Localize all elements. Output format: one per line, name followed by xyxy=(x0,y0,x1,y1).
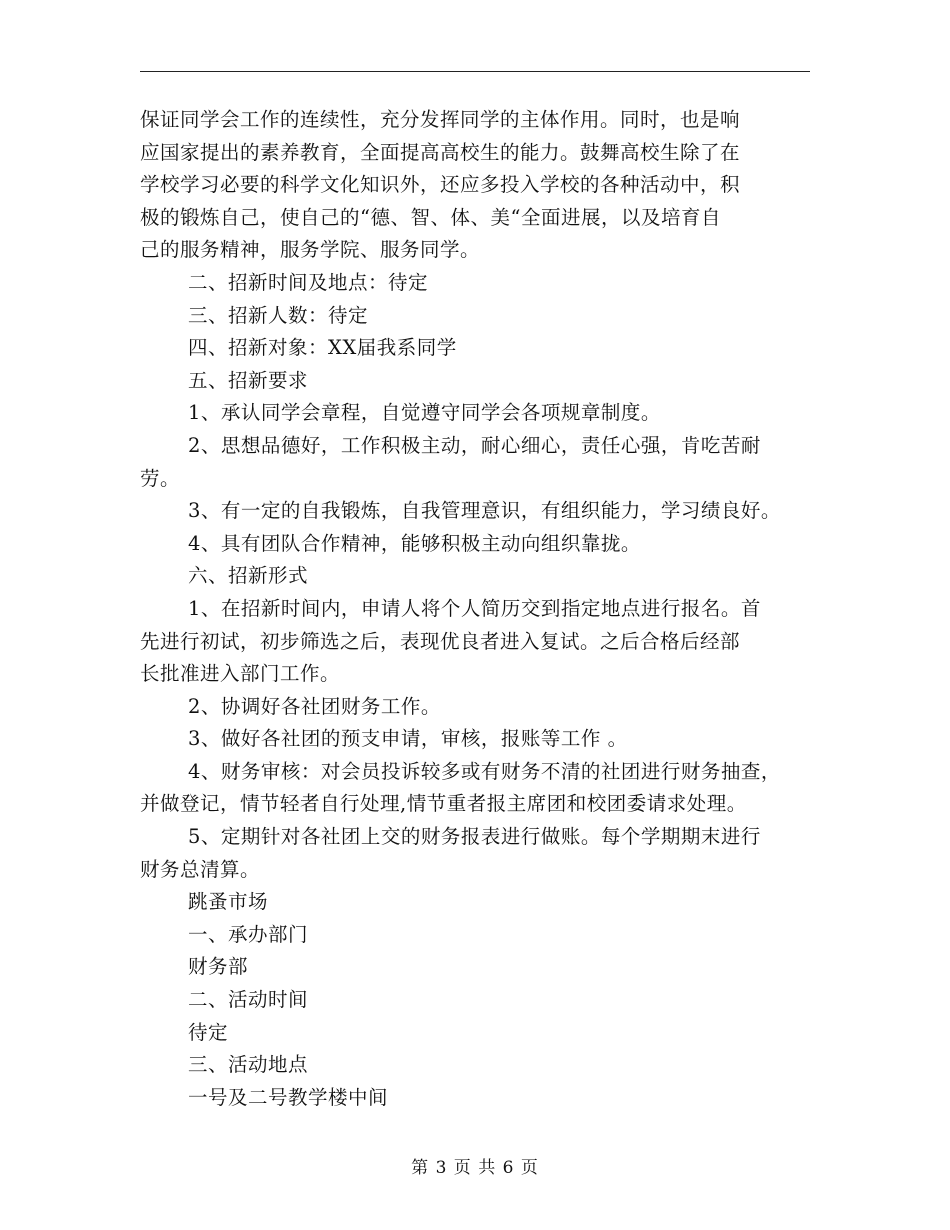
text-line: 二、招新时间及地点：待定 xyxy=(188,270,429,294)
text-line: 先进行初试，初步筛选之后，表现优良者进入复试。之后合格后经部 xyxy=(140,629,741,653)
text-line: 3、做好各社团的预支申请，审核，报账等工作 。 xyxy=(188,727,628,751)
text-line: 六、招新形式 xyxy=(188,564,309,588)
text-line: 应国家提出的素养教育，全面提高高校生的能力。鼓舞高校生除了在 xyxy=(140,140,741,164)
text-line: 保证同学会工作的连续性，充分发挥同学的主体作用。同时，也是响 xyxy=(140,108,741,131)
text-line: 一号及二号教学楼中间 xyxy=(188,1085,389,1109)
text-line: 待定 xyxy=(188,1020,229,1044)
text-line: 1、在招新时间内，申请人将个人简历交到指定地点进行报名。首 xyxy=(188,596,761,620)
text-line: 财务总清算。 xyxy=(140,857,261,881)
document-body xyxy=(140,104,820,1114)
text-line: 二、活动时间 xyxy=(188,988,309,1012)
text-line: 4、具有团队合作精神，能够积极主动向组织靠拢。 xyxy=(188,531,641,555)
text-line: 学校学习必要的科学文化知识外，还应多投入学校的各种活动中，积 xyxy=(140,173,741,197)
text-line: 极的锻炼自己，使自己的“德、智、体、美“全面进展，以及培育自 xyxy=(140,205,721,229)
text-line: 五、招新要求 xyxy=(188,368,309,392)
text-line: 4、财务审核：对会员投诉较多或有财务不清的社团进行财务抽查， xyxy=(188,759,781,783)
text-line: 1、承认同学会章程，自觉遵守同学会各项规章制度。 xyxy=(188,401,661,425)
text-line: 跳蚤市场 xyxy=(188,890,269,914)
text-line: 己的服务精神，服务学院、服务同学。 xyxy=(140,238,481,262)
text-line: 财务部 xyxy=(188,955,249,979)
text-line: 三、招新人数：待定 xyxy=(188,303,369,327)
text-line: 2、协调好各社团财务工作。 xyxy=(188,694,441,718)
text-line: 5、定期针对各社团上交的财务报表进行做账。每个学期期末进行 xyxy=(188,825,761,849)
text-line: 2、思想品德好，工作积极主动，耐心细心，责任心强，肯吃苦耐 xyxy=(188,433,761,457)
text-line: 三、活动地点 xyxy=(188,1053,309,1077)
page-footer: 第 3 页 共 6 页 xyxy=(411,1158,539,1178)
text-line: 四、招新对象：XX届我系同学 xyxy=(188,336,457,360)
text-line: 3、有一定的自我锻炼，自我管理意识，有组织能力，学习绩良好。 xyxy=(188,499,781,523)
header-rule xyxy=(140,71,810,72)
text-line: 一、承办部门 xyxy=(188,922,309,946)
text-line: 劳。 xyxy=(140,466,181,490)
text-line: 长批准进入部门工作。 xyxy=(140,662,341,686)
text-line: 并做登记，情节轻者自行处理,情节重者报主席团和校团委请求处理。 xyxy=(140,792,747,816)
